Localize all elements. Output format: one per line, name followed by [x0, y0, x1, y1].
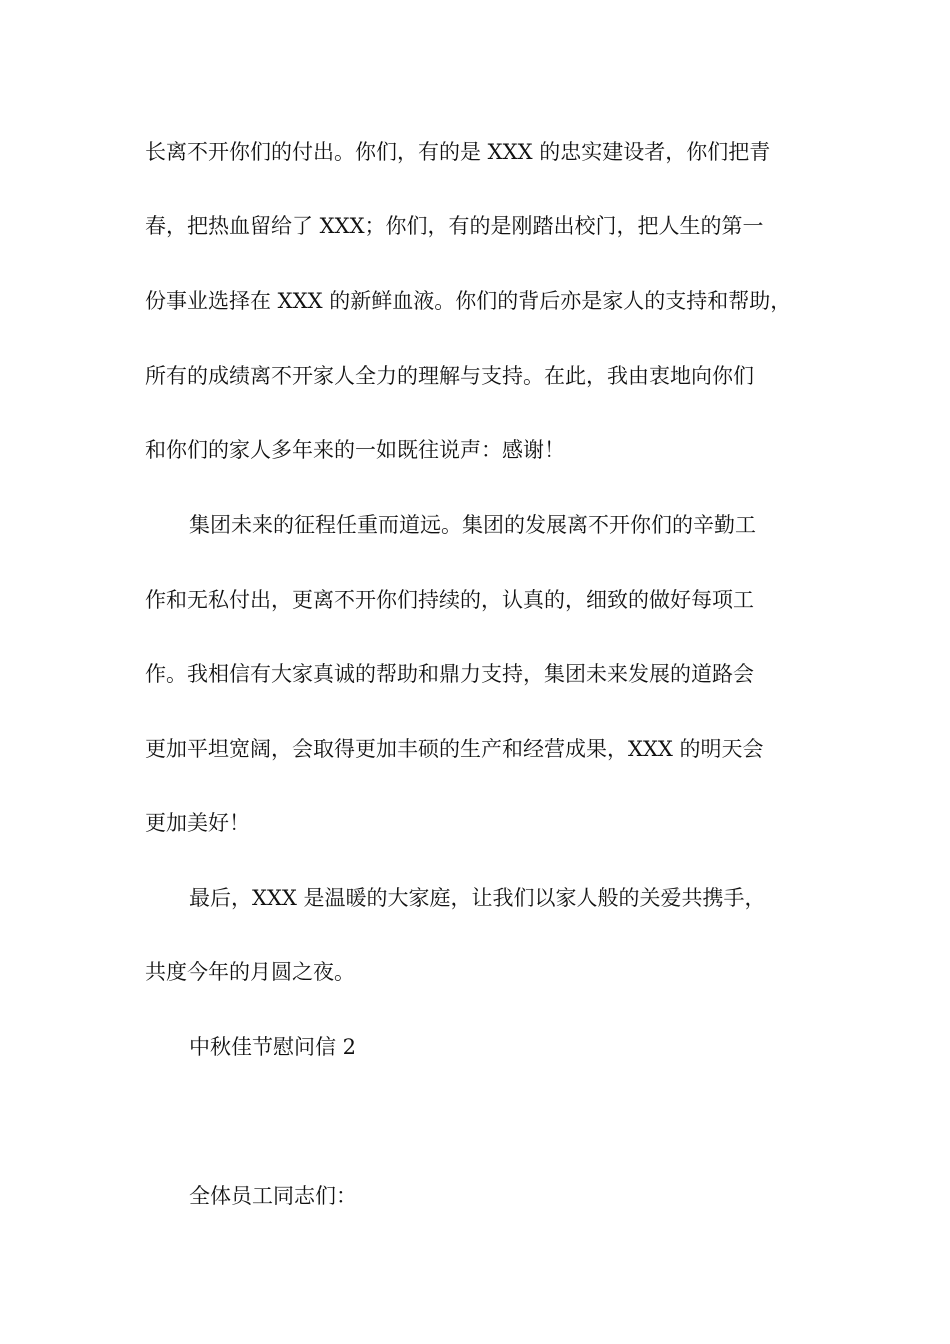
salutation: 全体员工同志们：: [189, 1184, 357, 1208]
body-line: 更加美好！: [145, 811, 250, 835]
body-line: 份事业选择在 XXX 的新鲜血液。你们的背后亦是家人的支持和帮助，: [145, 289, 792, 313]
paragraph-first-line: 集团未来的征程任重而道远。集团的发展离不开你们的辛勤工: [189, 513, 756, 537]
paragraph-first-line: 最后，XXX 是温暖的大家庭，让我们以家人般的关爱共携手，: [189, 886, 766, 910]
body-line: 共度今年的月圆之夜。: [145, 960, 355, 984]
body-line: 春，把热血留给了 XXX；你们，有的是刚踏出校门，把人生的第一: [145, 214, 764, 238]
body-line: 和你们的家人多年来的一如既往说声：感谢！: [145, 438, 565, 462]
letter-heading: 中秋佳节慰问信 2: [189, 1035, 357, 1059]
body-line: 作和无私付出，更离不开你们持续的，认真的，细致的做好每项工: [145, 588, 754, 612]
body-line: 长离不开你们的付出。你们，有的是 XXX 的忠实建设者，你们把青: [145, 140, 771, 164]
body-line: 所有的成绩离不开家人全力的理解与支持。在此，我由衷地向你们: [145, 364, 754, 388]
body-line: 更加平坦宽阔，会取得更加丰硕的生产和经营成果，XXX 的明天会: [145, 737, 764, 761]
body-line: 作。我相信有大家真诚的帮助和鼎力支持，集团未来发展的道路会: [145, 662, 754, 686]
